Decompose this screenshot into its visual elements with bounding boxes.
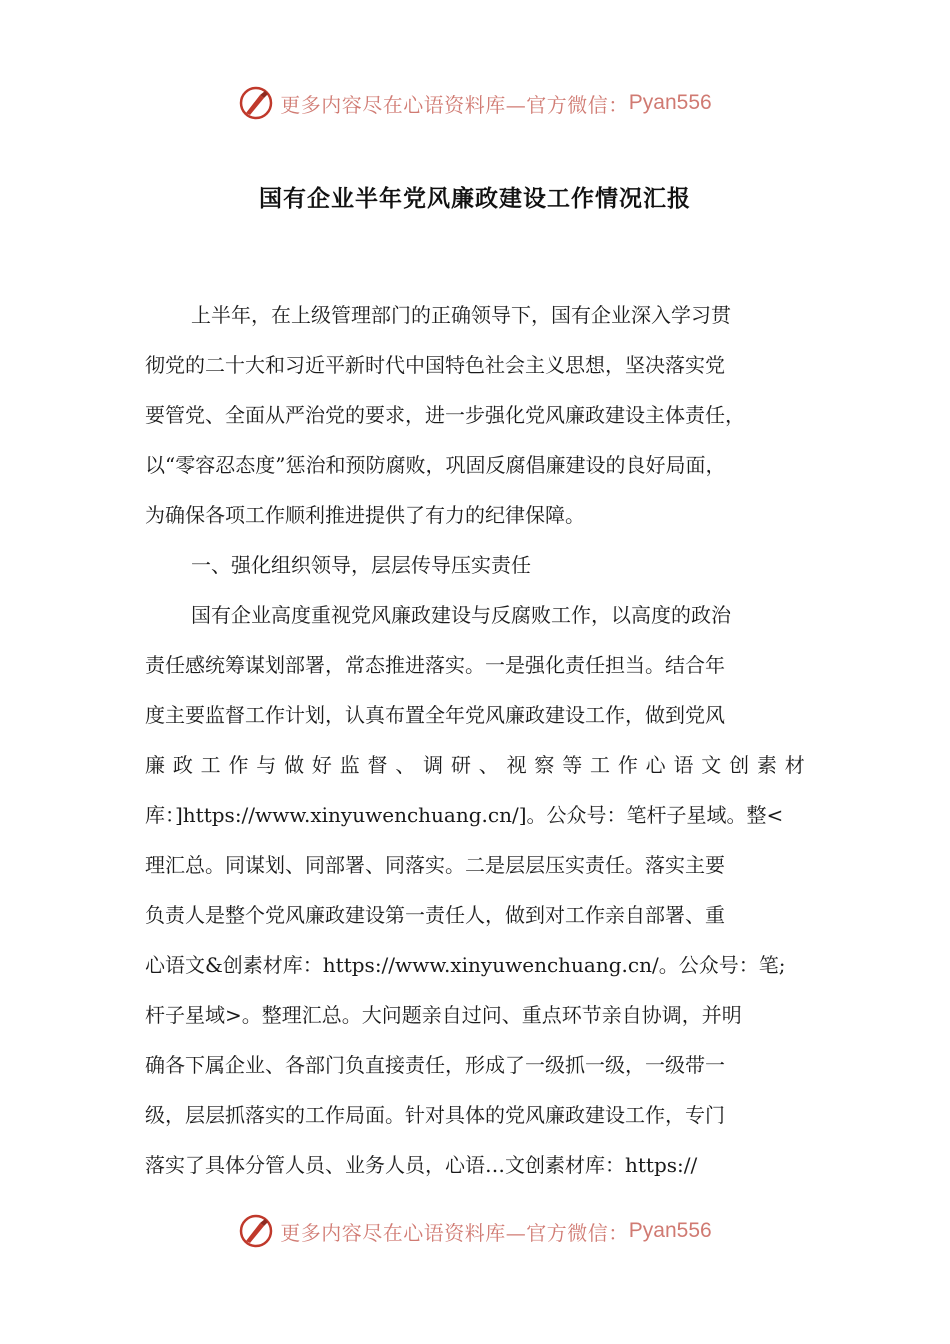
body-line: 要管党、全面从严治党的要求，进一步强化党风廉政建设主体责任， <box>145 403 745 427</box>
body-line: 落实了具体分管人员、业务人员，心语…文创素材库：https:// <box>145 1153 698 1177</box>
body-char: 素 <box>756 753 777 777</box>
body-line: 为确保各项工作顺利推进提供了有力的纪律保障。 <box>145 503 585 527</box>
pen-logo-icon <box>238 85 274 121</box>
body-char: 察 <box>534 753 555 777</box>
body-char: 、 <box>395 753 416 777</box>
body-line-justified <box>145 740 805 790</box>
watermark-banner-bottom <box>0 1206 950 1256</box>
body-char: 监 <box>339 753 360 777</box>
body-line: 理汇总。同谋划、同部署、同落实。二是层层压实责任。落实主要 <box>145 853 725 877</box>
body-char: 研 <box>450 753 471 777</box>
body-char: 调 <box>423 753 444 777</box>
body-line: 级，层层抓落实的工作局面。针对具体的党风廉政建设工作，专门 <box>145 1103 725 1127</box>
body-char: 工 <box>200 753 221 777</box>
watermark-wechat: Pyan556 <box>628 91 712 114</box>
pen-logo-icon <box>238 1213 274 1249</box>
body-char: 语 <box>673 753 694 777</box>
body-char: 与 <box>256 753 277 777</box>
body-line: 上半年，在上级管理部门的正确领导下，国有企业深入学习贯 <box>191 303 731 327</box>
body-char: 文 <box>701 753 722 777</box>
body-char: 政 <box>172 753 193 777</box>
body-line: 以“零容忍态度”惩治和预防腐败，巩固反腐倡廉建设的良好局面， <box>145 453 726 477</box>
body-char: 做 <box>284 753 305 777</box>
body-line: 度主要监督工作计划，认真布置全年党风廉政建设工作，做到党风 <box>145 703 725 727</box>
body-line: 负责人是整个党风廉政建设第一责任人，做到对工作亲自部署、重 <box>145 903 725 927</box>
body-line: 心语文&创素材库：https://www.xinyuwenchuang.cn/。公众号：笔; <box>145 953 786 977</box>
body-line: 确各下属企业、各部门负直接责任，形成了一级抓一级，一级带一 <box>145 1053 725 1077</box>
body-char: 廉 <box>145 753 165 777</box>
document-body <box>145 290 805 1190</box>
body-char: 、 <box>478 753 499 777</box>
document-title: 国有企业半年党风廉政建设工作情况汇报 <box>259 185 691 212</box>
body-char: 视 <box>506 753 527 777</box>
body-char: 督 <box>367 753 388 777</box>
body-line: 库：]https://www.xinyuwenchuang.cn/]。公众号：笔杆子星域。整< <box>145 803 784 827</box>
body-char: 作 <box>617 753 638 777</box>
body-char: 作 <box>228 753 249 777</box>
section-heading: 一、强化组织领导，层层传导压实责任 <box>191 553 531 577</box>
watermark-wechat: Pyan556 <box>628 1219 712 1242</box>
body-line: 责任感统筹谋划部署，常态推进落实。一是强化责任担当。结合年 <box>145 653 725 677</box>
body-char: 创 <box>729 753 750 777</box>
body-char: 心 <box>645 753 666 777</box>
body-char: 材 <box>784 753 805 777</box>
body-line: 彻党的二十大和习近平新时代中国特色社会主义思想，坚决落实党 <box>145 353 725 377</box>
body-char: 等 <box>562 753 583 777</box>
body-char: 工 <box>590 753 610 777</box>
body-char: 好 <box>311 753 332 777</box>
watermark-banner-top <box>0 78 950 128</box>
body-line: 杆子星域>。整理汇总。大问题亲自过问、重点环节亲自协调，并明 <box>145 1003 742 1027</box>
body-line: 国有企业高度重视党风廉政建设与反腐败工作，以高度的政治 <box>191 603 731 627</box>
watermark-text: 更多内容尽在心语资料库—官方微信： <box>280 92 629 117</box>
watermark-text: 更多内容尽在心语资料库—官方微信： <box>280 1220 629 1245</box>
